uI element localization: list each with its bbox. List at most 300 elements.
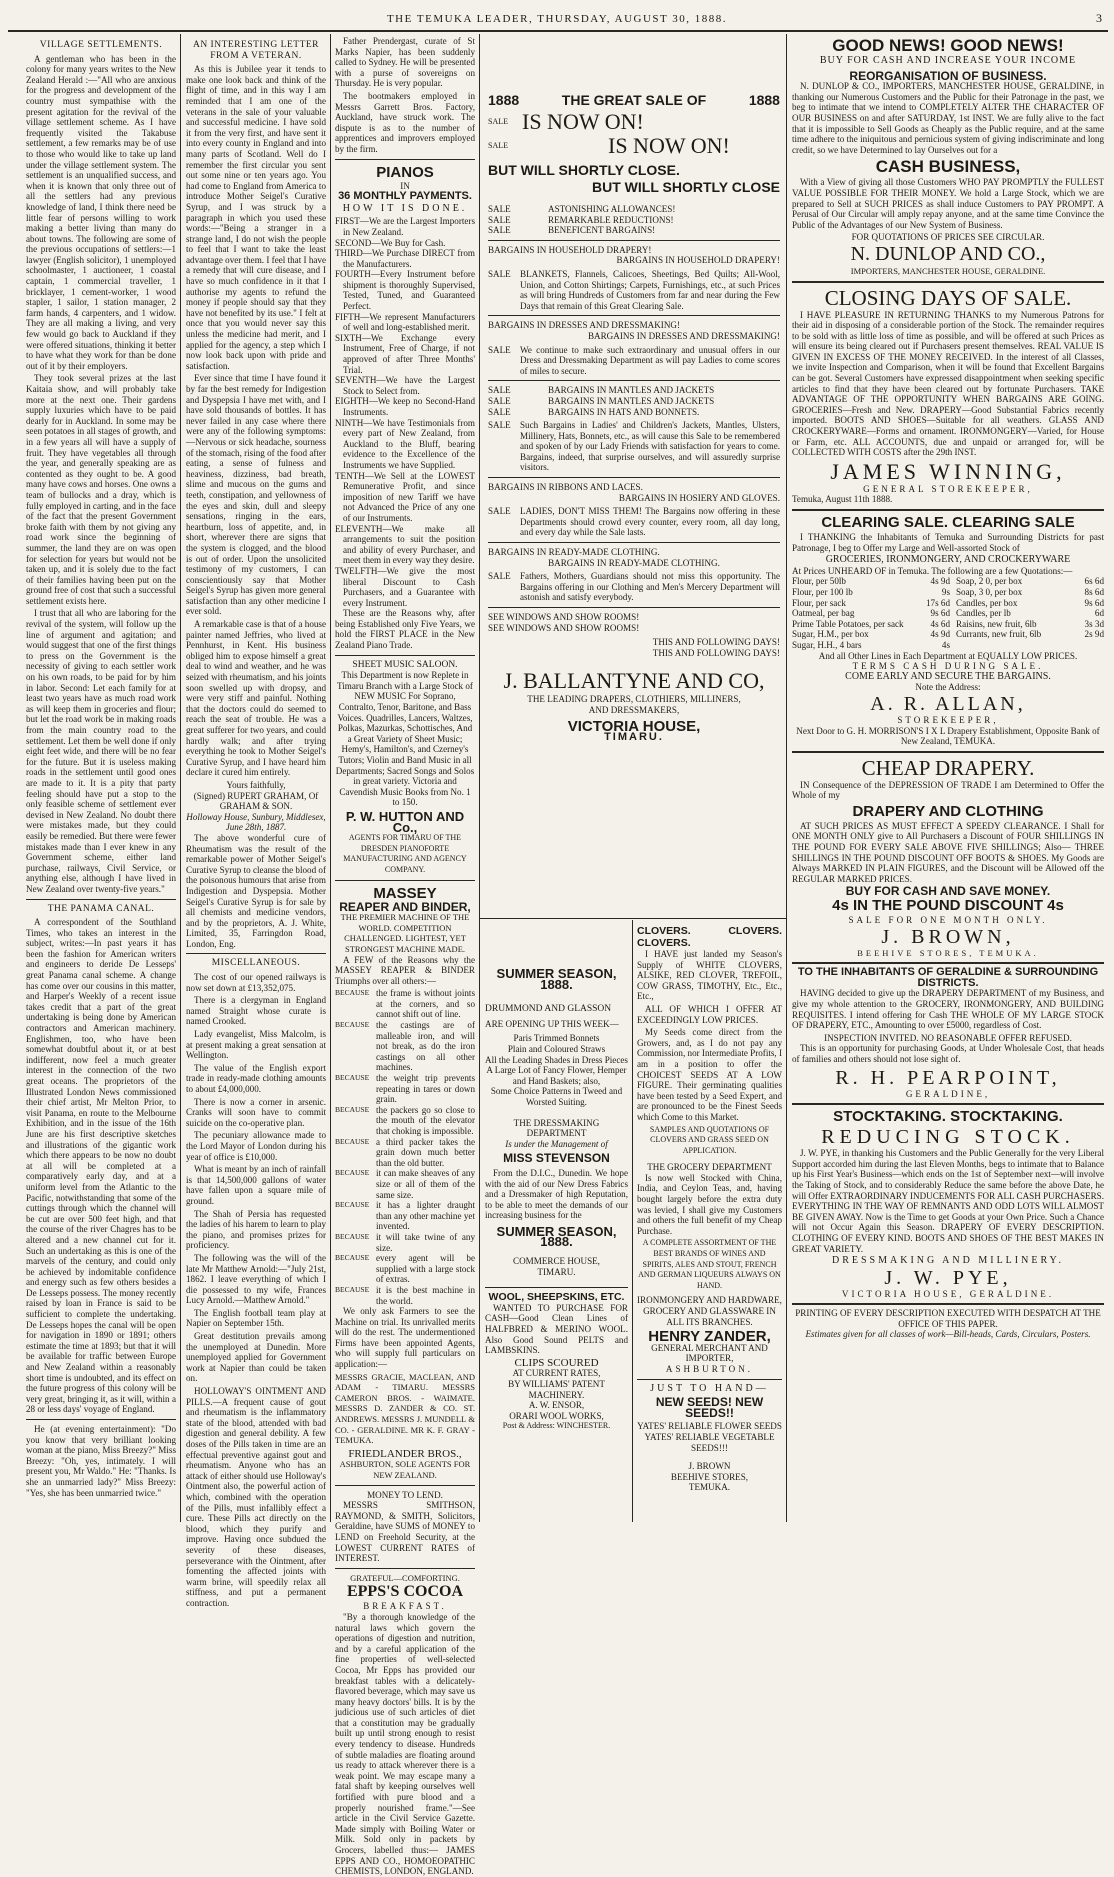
- signature: (Signed) RUPERT GRAHAM, Of GRAHAM & SON.: [193, 790, 319, 812]
- sale-label: SALE: [488, 420, 511, 431]
- now-on-row: [488, 134, 780, 158]
- clips-scoured: CLIPS SCOURED: [514, 1356, 599, 1369]
- pianos-subheading: 36 MONTHLY PAYMENTS.: [338, 190, 472, 203]
- because-text: a third packer takes the grain down much better than the old butter.: [376, 1136, 475, 1168]
- good-news-heading: GOOD NEWS! GOOD NEWS!: [832, 36, 1064, 55]
- pianos-reason: TWELFTH—We give the most liberal Discount to Cash Purchasers, and a Guarantee with every Instrument.: [335, 565, 475, 608]
- buy-for-cash-line: BUY FOR CASH AND INCREASE YOUR INCOME: [819, 55, 1077, 66]
- because-label: BECAUSE: [335, 1231, 370, 1241]
- massey-heading: MASSEY: [373, 884, 437, 902]
- mantle-heading: BARGAINS IN MANTLES AND JACKETS: [548, 395, 715, 406]
- because-label: BECAUSE: [335, 1136, 370, 1146]
- because-label: BECAUSE: [335, 1253, 370, 1263]
- divider: [186, 953, 326, 954]
- close-heading: BUT WILL SHORTLY CLOSE: [592, 179, 780, 195]
- friedlander-name: FRIEDLANDER BROS.,: [348, 1447, 462, 1460]
- column-rule: [632, 920, 633, 1522]
- drummond-name: DRUMMOND AND GLASSON: [485, 1004, 612, 1015]
- mantles-headings: [488, 385, 780, 417]
- price-item: Flour, per 100 lb: [792, 586, 853, 597]
- drummond-item: All the Leading Shades in Dress Pieces: [485, 1054, 628, 1065]
- summer-season: SUMMER SEASON, 1888.: [496, 1223, 617, 1250]
- article-paragraph: As this is Jubilee year it tends to make one look back and think of the flight of time, and in this way I am reminded that I am one of the veterans in the sale of your valuable and successful medicine. I have sold it from the very first, and have sent it into every county in England and into many parts of Scotland. Well do I remember the first circular you sent out some nine or ten years ago. You had come to England from America to introduce Mother Seigel's Curative Syrup, and I was struck by a paragraph in which you used these words:—"Being a stranger in a strange land, I do not wish the people to feel that I want to take the least advantage over them. I feel that I have a remedy that will cure disease, and I have so much confidence in it that I authorise my agents to refund the money if people should say that they have not benefited by its use." I felt at once that you would never say this unless the medicine had merit, and I applied for the agency, a step which I now look back upon with pride and satisfaction.: [186, 64, 326, 371]
- price-value: 6d: [1094, 608, 1104, 619]
- pianos-reason: FIRST—We are the Largest Importers in New Zealand.: [335, 216, 475, 237]
- price-value: 3s 3d: [1084, 618, 1104, 629]
- price-value: 4s 6d: [930, 618, 950, 629]
- winning-name: JAMES WINNING,: [830, 458, 1066, 484]
- ribbons-block: [488, 506, 780, 538]
- because-label: BECAUSE: [335, 1104, 370, 1114]
- price-item: Sugar, H.M., per box: [792, 629, 869, 640]
- divider: [488, 380, 780, 381]
- buy-cash-line: BUY FOR CASH AND SAVE MONEY.: [845, 884, 1051, 899]
- dresses-heading: BARGAINS IN DRESSES AND DRESSMAKING!: [488, 320, 681, 331]
- article-paragraph: A remarkable case is that of a house painter named Jeffries, who lived at Pennhurst, in Kent. His business obliged him to expose himself a great deal to wind and weather, and he was seized with rheumatism, and his joints soon swelled up with dropsy, and were very stiff and painful. Nothing that the doctors could do seemed to reach the seat of trouble. He was a great sufferer for two years, and could hardly walk; and after trying everything he took to Mother Seigel's Curative Syrup, and I have heard him declare it cured him entirely.: [186, 619, 326, 778]
- zander-name: HENRY ZANDER,: [648, 1328, 771, 1346]
- mantle-line: [488, 407, 780, 418]
- because-text: it can make sheaves of any size or all of them of the same size.: [376, 1168, 475, 1200]
- ready-made-block: [488, 571, 780, 603]
- column-6: [792, 36, 1104, 1522]
- brown-town: TEMUKA.: [688, 1482, 731, 1493]
- page-number: 3: [1096, 11, 1102, 25]
- month-line: SALE FOR ONE MONTH ONLY.: [848, 915, 1048, 926]
- printing-line: PRINTING OF EVERY DESCRIPTION EXECUTED WITH DESPATCH AT THE OFFICE OF THIS PAPER.: [792, 1303, 1104, 1329]
- because-row: [335, 1200, 475, 1232]
- heading-panama-canal: THE PANAMA CANAL.: [47, 903, 155, 914]
- hutton-name: P. W. HUTTON AND Co.,: [345, 808, 465, 835]
- ready-made-heading: BARGAINS IN READY-MADE CLOTHING.: [548, 557, 720, 568]
- price-value: 4s 9d: [930, 629, 950, 640]
- divider: [335, 880, 475, 881]
- because-row: [335, 1020, 475, 1073]
- pianos-reason: FOURTH—Every Instrument before shipment is thoroughly Supervised, Tested, Tuned, and Guaranteed Perfect.: [335, 269, 475, 312]
- astonish-list: [488, 204, 780, 236]
- closing-days-heading: CLOSING DAYS OF SALE.: [792, 281, 1104, 310]
- money-text: MESSRS SMITHSON, RAYMOND, & SMITH, Solicitors, Geraldine, have SUMS of MONEY to LEND on Freehold Security, at the LOWEST CURRENT RATES of INTEREST.: [335, 1500, 475, 1564]
- price-item: Raisins, new fruit, 6lb: [956, 618, 1037, 629]
- price-value: 9s 6d: [1084, 597, 1104, 608]
- news-item: The bootmakers employed in Messrs Garrett Bros. Factory, Auckland, have struck work. The dispute is as to the number of apprentices and improvers employed by the firm.: [335, 90, 475, 154]
- clovers-advert: [637, 925, 782, 1522]
- because-row: [335, 1105, 475, 1137]
- ribbons-text: LADIES, DON'T MISS THEM! The Bargains now offering in these Departments should crowd every counter, every room, all day long, and every day while the Sale lasts.: [520, 506, 780, 538]
- grocery-heading: THE GROCERY DEPARTMENT: [647, 1162, 772, 1173]
- brown-name: J. BROWN: [688, 1461, 731, 1472]
- column-3: [335, 36, 475, 1877]
- column-rule: [330, 34, 331, 1522]
- pianos-reason: THIRD—We Purchase DIRECT from the Manufacturers.: [335, 248, 475, 269]
- grocery-text: Is now well Stocked with China, India, and Ceylon Teas, and, having bought largely before the extra duty was levied, I shall give my Customers and others the full benefit of my Cheap Purchase.: [637, 1172, 782, 1236]
- because-text: it has a lighter draught than any other machine yet invented.: [376, 1200, 475, 1232]
- sale-line: [488, 225, 780, 236]
- sheet-music-text: This Department is now Replete in Timaru Branch with a Large Stock of NEW MUSIC For Soprano, Contralto, Tenor, Baritone, and Bass Voices. Quadrilles, Lancers, Waltzes, Polkas, Mazurkas, Schottisches, And a Great Variety of Sheet Music; Hemy's, Hamilton's, and Czerney's Tutors; Violin and Band Music in all Departments; Sacred Songs and Solos in great variety. Victoria and Cavendish Music Books from No. 1 to 150.: [335, 670, 475, 808]
- price-item: Prime Table Potatoes, per sack: [792, 618, 904, 629]
- price-item: Soap, 3 0, per box: [956, 586, 1023, 597]
- massey-sub: THE PREMIER MACHINE OF THE WORLD. COMPETITION CHALLENGED. LIGHTEST, YET STRONGEST MACHINE MADE.: [340, 912, 470, 954]
- news-item: The following was the will of the late Mr Matthew Arnold:—"July 21st, 1862. I leave everything of which I die possessed to my wife, Frances Lucy Arnold.—Matthew Arnold.": [186, 1252, 326, 1306]
- mantle-heading: BARGAINS IN HATS AND BONNETS.: [548, 406, 700, 417]
- reaper-binder-heading: REAPER AND BINDER,: [339, 899, 471, 914]
- news-item: The value of the English export trade in ready-made clothing amounts to about £4,000,000.: [186, 1062, 326, 1094]
- price-value: [1074, 640, 1104, 651]
- drummond-glasson-advert: [485, 925, 628, 1522]
- mantle-line: [488, 385, 780, 396]
- clovers-text: ALL OF WHICH I OFFER AT EXCEEDINGLY LOW PRICES.: [637, 1003, 782, 1025]
- dunlop-text: N. DUNLOP & CO., IMPORTERS, MANCHESTER HOUSE, GERALDINE, in thanking our Numerous Customers and the Public for their Patronage in the past, we beg to intimate that we intend to COMPLETELY ALTER THE CHARACTER OF OUR BUSINESS on and after SATURDAY, 1st INST. We are fully alive to the fact that it is impossible to Sell Goods as Cheaply as the Public require, and at the same time adhere to the iniquitous and pernicious system of giving indiscriminate and long credit, so we have Determined to lay Ourselves out for a: [792, 81, 1104, 155]
- pianos-reason: NINTH—We have Testimonials from every part of New Zealand, from Auckland to the Bluff, bearing evidence to the Excellence of the Instruments we have Supplied.: [335, 417, 475, 470]
- massey-agents: MESSRS GRACIE, MACLEAN, AND ADAM - TIMARU. MESSRS CAMERON BROS. - WAIMATE. MESSRS D. ZANDER & CO. ST. ANDREWS. MESSRS J. MUNDELL & CO. - GERALDINE. MR K. F. GRAY - TEMUKA.: [335, 1371, 475, 1446]
- news-item: The Shah of Persia has requested the ladies of his harem to learn to play the piano, and promises prizes for proficiency.: [186, 1208, 326, 1251]
- winning-date: Temuka, August 11th 1888.: [792, 494, 893, 505]
- miss-stevenson: MISS STEVENSON: [503, 1151, 610, 1166]
- under-management: Is under the Management of: [505, 1138, 608, 1149]
- winning-sub: GENERAL STOREKEEPER,: [863, 483, 1033, 494]
- price-table: [792, 576, 1104, 650]
- allan-address: Next Door to G. H. MORRISON'S I X L Drapery Establishment, Opposite Bank of New Zealand, TEMUKA.: [796, 725, 1100, 747]
- terms-line: TERMS CASH DURING SALE.: [852, 661, 1044, 672]
- divider: [335, 1568, 475, 1569]
- drummond-item: Plain and Coloured Straws: [507, 1043, 606, 1054]
- top-rule: [8, 30, 1108, 32]
- divider: [26, 1419, 176, 1420]
- ribbons-heading: BARGAINS IN RIBBONS AND LACES.: [488, 482, 643, 493]
- drapery-clothing-heading: DRAPERY AND CLOTHING: [852, 802, 1044, 820]
- reorganisation-heading: REORGANISATION OF BUSINESS.: [849, 68, 1047, 83]
- victoria-house: VICTORIA HOUSE,: [567, 717, 701, 735]
- divider: [488, 542, 780, 543]
- because-label: BECAUSE: [335, 988, 370, 998]
- article-paragraph: I trust that all who are laboring for the revival of the system, will follow up the line of argument and agitation; and would suggest that one of the first things to press on the Government is the necessity of giving to each settler work on his own roads, to be paid for by him in labor. Second: Let each family for at least two years have as much road work as will keep them in groceries and flour; but let the road work be in making roads from the main country road to the settlement. Let them be well done if only eight feet wide, and there will be no fear for the future. But it is useless making roads in the settlement until good ones are made to it. It is a pity that party feeling should have put a stop to the only feasible scheme of settlement ever devised in New Zealand. No doubt there were mistakes made, but they could easily be remedied. But there were fewer mistakes made than I ever knew in any Government scheme, either land purchase, railways, Civil Service, or anything else, although I have lived in New Zealand over twenty-five years.": [26, 608, 176, 894]
- ready-made-text: Fathers, Mothers, Guardians should not miss this opportunity. The Bargains offering in our Clothing and Men's Mercery Department will astonish and satisfy everybody.: [520, 571, 780, 603]
- price-value: 4s: [941, 639, 950, 650]
- pianos-in: IN: [400, 180, 410, 191]
- because-text: it will take twine of any size.: [376, 1231, 475, 1253]
- price-item: Flour, per sack: [792, 597, 846, 608]
- cash-text: With a View of giving all those Customers WHO PAY PROMPTLY the FULLEST VALUE POSSIBLE FOR THEIR MONEY. We hold a Large Stock, which we are prepared to Sell at SUCH PRICES as shall induce Customers to PAY PROMPT. A Perusal of Our Circular will amply repay anyone, and at the same time Convince the Public of the Advantages of our New System of Business.: [792, 177, 1104, 230]
- great-sale-banner: [488, 92, 780, 108]
- sale-label: SALE: [488, 506, 511, 517]
- hosiery-heading: BARGAINS IN HOSIERY AND GLOVES.: [618, 492, 780, 503]
- price-item: [956, 640, 1068, 651]
- epps-heading: EPPS'S COCOA: [346, 1583, 463, 1601]
- because-row: [335, 988, 475, 1020]
- clearing-text: I THANKING the Inhabitants of Temuka and Surrounding Districts for past Patronage, I beg to Offer my Large and Well-assorted Stock of: [792, 532, 1104, 553]
- sale-line: [488, 204, 780, 215]
- article-paragraph: Ever since that time I have found it by far the best remedy for Indigestion and Dyspepsia I have met with, and I have sold thousands of bottles. It has never failed in any case where there were any of the following symptoms:—Nervous or sick headache, sourness of the stomach, rising of the food after eating, a sense of fulness and heaviness, dizziness, bad breath, slime and mucous on the gums and teeth, constipation, and yellowness of the eyes and skin, dull and sleepy sensations, ringing in the ears, heartburn, loss of appetite, and, in short, wherever there are signs that the system is clogged, and the blood is out of order. Upon the unsolicited testimony of my customers, I can conscientiously say that Mother Seigel's Syrup has given more general satisfaction than any other medicine I ever sold.: [186, 373, 326, 617]
- news-item: There is now a corner in arsenic. Cranks will soon have to commit suicide on the co-operative plan.: [186, 1096, 326, 1128]
- year-right: 1888: [748, 92, 780, 108]
- how-it-is-done: HOW IT IS DONE.: [342, 202, 468, 214]
- estimates-line: Estimates given for all classes of work—Bill-heads, Cards, Circulars, Posters.: [805, 1329, 1091, 1340]
- clips-rates: AT CURRENT RATES,: [512, 1368, 601, 1379]
- pianos-tail: These are the Reasons why, after being Established only Five Years, we hold the FIRST PLACE in the New Zealand Piano Trade.: [335, 608, 475, 651]
- heading-miscellaneous: MISCELLANEOUS.: [211, 958, 301, 969]
- brown-store: BEEHIVE STORES,: [670, 1471, 749, 1482]
- sale-label: SALE: [488, 344, 511, 355]
- pianos-reason: TENTH—We Sell at the LOWEST Remunerative Profit, and since imposition of new Tariff we have not Advanced the Price of any one of our Instruments.: [335, 470, 475, 523]
- sale-label: SALE: [488, 571, 511, 582]
- divider: [485, 1287, 628, 1288]
- pye-name: J. W. PYE,: [884, 1266, 1012, 1289]
- signature-address: Holloway House, Sunbury, Middlesex, June 28th, 1887.: [186, 811, 326, 833]
- ensor-address: Post & Address: WINCHESTER.: [502, 1421, 611, 1431]
- windows-line: SEE WINDOWS AND SHOW ROOMS!: [488, 612, 640, 622]
- ballantyne-sub: AND DRESSMAKERS,: [588, 704, 680, 715]
- news-item: Lady evangelist, Miss Malcolm, is at present making a great sensation at Wellington.: [186, 1029, 326, 1061]
- sale-label: SALE: [488, 204, 511, 214]
- because-label: BECAUSE: [335, 1200, 370, 1210]
- article-paragraph: They took several prizes at the last Kaitaia show, and will probably take more at the next one. Their gardens supply luxuries which have to be paid dearly for in Auckland. In some may be seen potatoes in all stages of growth, and in a few years all will have a supply of fruit. They have vegetables all through the year, and generally speaking are as contented as they ought to be. A good many have cows and horses. One owns a team of bullocks and a dray, which is fully employed in carting, and in the face of the fact that the present Government broke faith with them by not giving any road work since the beginning of summer, the land they are on was open for selection for years but would not be taken up, and it is solely due to the fact of their families having been put on the ground free of cost that such a successful settlement exists here.: [26, 373, 176, 606]
- sale-label: SALE: [488, 385, 511, 396]
- divider: [335, 655, 475, 656]
- massey-lead: A FEW of the Reasons why the MASSEY REAPER & BINDER Triumphs over all others:—: [335, 954, 475, 986]
- sale-line-text: REMARKABLE REDUCTIONS!: [548, 214, 674, 225]
- mantle-heading: BARGAINS IN MANTLES AND JACKETS: [548, 385, 715, 396]
- days-line: THIS AND FOLLOWING DAYS!: [652, 647, 780, 658]
- summer-season: SUMMER SEASON, 1888.: [496, 966, 617, 992]
- article-paragraph: A correspondent of the Southland Times, who takes an interest in the subject, writes:—In past years it has been the fashion for American writers and engineers to deride De Lesseps' great Panama canal scheme. A change has come over our cousins in this matter, and Harper's Weekly of a recent issue takes credit that a part of the great undertaking is being done by American contractors and American machinery. Englishmen, too, who have been somewhat doubtful about it, or at best indifferent, now feel a much greater interest in the connection of the two great oceans. The proprietors of the Illustrated London News commissioned their chief artist, Mr Melton Prior, to visit Panama, en route to the Melbourne Exhibition, and in the issue of the 16th June are his first descriptive sketches and illustrations of the gigantic work which there appears to be now no doubt at all will be completed at a comparatively early day, and at a uniform level from the Atlantic to the Pacific, notwithstanding that some of the cuttings through which the channel will be cut are over 500 feet high, and that the course of the river Chagres has to be altered and a new channel cut for it. Such an undertaking as this is one of the marvels of the century, and could only be achieved by indomitable confidence and energy such as few others besides a De Lesseps possess. The money recently raised by loan in France is said to be sufficient to complete the undertaking. De Lesseps hopes the canal will be open for navigation in 1890 or 1891; others estimate the time at 1893; but that it will be available for traffic between Europe and New Zealand within a reasonably short time is undoubted, and its effect on the future progress of this colony will be very great, bringing it, as it will, within a 28 or less days' voyage of England.: [26, 917, 176, 1415]
- epps-tagline: GRATEFUL—COMFORTING.: [350, 1572, 460, 1583]
- household-block: [488, 269, 780, 311]
- because-text: the frame is without joints at the corners, and so cannot shift out of line.: [376, 988, 475, 1020]
- cheap-drapery-heading: CHEAP DRAPERY.: [792, 751, 1104, 780]
- epps-breakfast: BREAKFAST.: [363, 1601, 447, 1612]
- timaru-label: TIMARU.: [604, 731, 664, 744]
- news-item: Father Prendergast, curate of St Marks Napier, has been suddenly called to Sydney. He will be presented with a purse of sovereigns on Thursday. He is very popular.: [335, 36, 475, 89]
- zander-town: ASHBURTON.: [665, 1363, 754, 1374]
- n-dunlop-sub: IMPORTERS, MANCHESTER HOUSE, GERALDINE.: [850, 265, 1046, 276]
- clovers-heading: CLOVERS. CLOVERS. CLOVERS.: [637, 925, 782, 949]
- divider: [488, 240, 780, 241]
- quotations-line: FOR QUOTATIONS OF PRICES SEE CIRCULAR.: [851, 232, 1045, 243]
- column-rule: [786, 34, 787, 1522]
- closing-text: I HAVE PLEASURE IN RETURNING THANKS to my Numerous Patrons for their aid in disposing of a considerable portion of the Stock. The remainder requires to be sold with as little loss of time as possible, and will be offered at such Prices as will ensure its being cleared out if Purchasers present themselves. REAL VALUE IS GIVEN IN EXCESS OF THE MONEY RECEIVED. In the interest of all Classes, we invite Inspection and Comparison, when it will be found that Excellent Bargains can be got. Several Customers have expressed disappointment when seeking specific articles to find that they have been cleared out by fortunate Purchasers. TAKE ADVANTAGE OF THE OPPORTUNITY WHEN BARGAINS ARE GOING. GROCERIES—Fresh and New. DRAPERY—Good Substantial Fabrics recently imported. BOOTS AND SHOES—Suitable for all weathers. GLASS AND CROCKERYWARE—Forms and ornament. IRONMONGERY—Varied, for House or Farm, etc. ALL ACCOUNTS, due and unpaid or arranged for, will be COLLECTED WITH COSTS after the 29th INST.: [792, 309, 1104, 458]
- zander-sub: GENERAL MERCHANT AND IMPORTER,: [651, 1342, 768, 1364]
- now-on-heading: IS NOW ON!: [608, 133, 730, 158]
- ballantyne-advert: [488, 36, 780, 916]
- new-seeds: NEW SEEDS! NEW SEEDS!!: [655, 1395, 764, 1420]
- come-early-line: COME EARLY AND SECURE THE BARGAINS.: [845, 670, 1051, 682]
- dresses-text: We continue to make such extraordinary and unusual offers in our Dress and Dressmaking Department as will pay Ladies to come scores of miles to secure.: [520, 344, 780, 376]
- column-1: [26, 36, 176, 1522]
- price-value: 9s 6d: [930, 608, 950, 619]
- signature: Yours faithfully,: [226, 779, 286, 790]
- clearing-sale-heading: CLEARING SALE. CLEARING SALE: [792, 509, 1104, 532]
- opportunity-text: This is an opportunity for purchasing Goods, at Under Wholesale Cost, that heads of families and others should not lose sight of.: [792, 1043, 1104, 1064]
- sale-label: SALE: [488, 395, 511, 406]
- divider: [637, 1379, 782, 1380]
- pianos-reason: ELEVENTH—We make all arrangements to suit the position and ability of every Purchaser, and meet them in every way they desire.: [335, 523, 475, 566]
- price-value: 6s 6d: [1084, 576, 1104, 587]
- because-text: it is the best machine in the world.: [376, 1284, 475, 1306]
- massey-tail: We only ask Farmers to see the Machine on trial. Its unrivalled merits will do the rest. The undermentioned Firms have been appointed Agents, who will supply full particulars on application:—: [335, 1306, 475, 1370]
- cash-business-heading: CASH BUSINESS,: [875, 157, 1021, 177]
- sale-label: SALE: [488, 268, 511, 279]
- sale-label: SALE: [488, 140, 508, 150]
- inhabitants-heading: TO THE INHABITANTS OF GERALDINE & SURROUNDING DISTRICTS.: [792, 962, 1104, 988]
- drummond-item: Some Choice Patterns in Tweed and Worsted Suiting.: [490, 1086, 623, 1107]
- pearpoint-sub: GERALDINE,: [905, 1088, 991, 1099]
- allan-name: A. R. ALLAN,: [870, 692, 1026, 715]
- price-value: 17s 6d: [926, 597, 950, 608]
- price-value: 4s 9d: [930, 576, 950, 587]
- dresses-heading: BARGAINS IN DRESSES AND DRESSMAKING!: [587, 330, 780, 341]
- dressmaking-millinery: DRESSMAKING AND MILLINERY.: [832, 1255, 1064, 1267]
- wool-heading: WOOL, SHEEPSKINS, ETC.: [488, 1291, 625, 1304]
- hutton-sub: AGENTS FOR TIMARU OF THE DRESDEN PIANOFORTE MANUFACTURING AND AGENCY COMPANY.: [343, 833, 467, 874]
- epps-text: "By a thorough knowledge of the natural laws which govern the operations of digestion and nutrition, and by a careful application of the fine properties of well-selected Cocoa, Mr Epps has provided our breakfast tables with a delicately-flavored beverage, which may save us many heavy doctors' bills. It is by the judicious use of such articles of diet that a constitution may be gradually built up until strong enough to resist every tendency to disease. Hundreds of subtle maladies are floating around us ready to attack wherever there is a weak point. We may escape many a fatal shaft by keeping ourselves well fortified with pure blood and a properly nourished frame."—See article in the Civil Service Gazette. Made simply with Boiling Water or Milk. Sold only in packets by Grocers, labelled thus:— JAMES EPPS AND CO., HOMOEOPATHIC CHEMISTS, LONDON, ENGLAND.: [335, 1611, 475, 1877]
- stocktaking-heading: STOCKTAKING. STOCKTAKING.: [792, 1103, 1104, 1126]
- drummond-item: A Large Lot of Fancy Flower, Hemper and Hand Baskets; also,: [486, 1065, 627, 1086]
- dresses-block: [488, 345, 780, 377]
- because-text: every agent will be supplied with a large stock of extras.: [376, 1253, 475, 1285]
- opening-line: ARE OPENING UP THIS WEEK—: [485, 1018, 619, 1029]
- because-label: BECAUSE: [335, 1284, 370, 1294]
- because-label: BECAUSE: [335, 1020, 370, 1030]
- price-value: 2s 9d: [1084, 629, 1104, 640]
- allan-sub: STOREKEEPER,: [897, 714, 999, 725]
- column-rule: [180, 34, 181, 1522]
- drummond-items: [485, 1033, 628, 1107]
- pianos-reason: SECOND—We Buy for Cash.: [335, 237, 446, 248]
- price-value: 9s: [941, 586, 950, 597]
- sale-label: SALE: [488, 214, 511, 225]
- clips-machinery: BY WILLIAMS' PATENT MACHINERY.: [508, 1379, 605, 1400]
- because-row: [335, 1285, 475, 1306]
- ballantyne-sub: THE LEADING DRAPERS, CLOTHIERS, MILLINERS,: [527, 694, 741, 705]
- because-label: BECAUSE: [335, 1168, 370, 1178]
- now-on-heading: IS NOW ON!: [522, 109, 644, 134]
- mantles-block: [488, 420, 780, 473]
- note-address: Note the Address:: [915, 682, 981, 693]
- year-left: 1888: [488, 92, 520, 108]
- because-text: the weight trip prevents repeating in tares or down grain.: [376, 1073, 475, 1105]
- household-heading: BARGAINS IN HOUSEHOLD DRAPERY!: [488, 244, 652, 255]
- unheard-line: At Prices UNHEARD OF in Temuka. The following are a few Quotations:—: [792, 565, 1073, 576]
- j-brown-name: J. BROWN,: [881, 925, 1015, 948]
- ballantyne-name: J. BALLANTYNE AND CO,: [503, 668, 765, 694]
- just-to-hand: JUST TO HAND—: [650, 1382, 769, 1394]
- section-rule: [480, 918, 786, 919]
- now-on-row: [488, 110, 780, 134]
- column-2: [186, 36, 326, 1608]
- news-item: What is meant by an inch of rainfall is that 14,500,000 gallons of water have fallen upon a square mile of ground.: [186, 1164, 326, 1206]
- masthead-title: THE TEMUKA LEADER, THURSDAY, AUGUST 30, 1888.: [386, 13, 728, 25]
- days-line: THIS AND FOLLOWING DAYS!: [652, 637, 780, 648]
- great-sale-heading: THE GREAT SALE OF: [561, 92, 707, 108]
- sale-label: SALE: [488, 225, 511, 236]
- price-item: Sugar, H.H., 4 bars: [792, 639, 862, 650]
- household-text: BLANKETS, Flannels, Calicoes, Sheetings, Bed Quilts; All-Wool, Union, and Cotton Shirtings; Carpets, Furnishings, etc., at such Prices as will bring Hundreds of Customers from far and near during the Few Days that remain of this Great Clearing Sale.: [520, 268, 780, 311]
- clovers-text: My Seeds come direct from the Growers, and, as I do not pay any Commission, nor Intermediate Profits, I am in a position to offer the CHOICEST SEEDS AT A LOW FIGURE. Their germinating qualities have been tested by a Seed Expert, and are pronounced to be the Finest Seeds which Come to this Market.: [637, 1027, 782, 1122]
- divider: [488, 477, 780, 478]
- friedlander-sub: ASHBURTON, SOLE AGENTS FOR NEW ZEALAND.: [339, 1459, 471, 1480]
- article-paragraph: The above wonderful cure of Rheumatism was the result of the remarkable power of Mother Seigel's Curative Syrup to cleanse the blood of the poisonous humours that arise from Indigestion and Dyspepsia. Mother Seigel's Curative Syrup is for sale by all chemists and medicine vendors, and by the proprietors, A. J. White, Limited, 35, Farringdon Road, London, Eng.: [186, 832, 326, 949]
- sale-label: SALE: [488, 406, 511, 417]
- yates-vegetable: YATES' RELIABLE VEGETABLE SEEDS!!!: [644, 1431, 775, 1453]
- pianos-reason: EIGHTH—We keep no Second-Hand Instruments.: [335, 396, 475, 417]
- pianos-reason: SEVENTH—We have the Largest Stock to Select from.: [335, 375, 475, 396]
- price-item: Candles, per box: [956, 597, 1018, 608]
- article-paragraph: He (at evening entertainment): "Do you know that very brilliant looking woman at the piano, Miss Breezy?" Miss Breezy: "Oh, yes, intimately. I will present you, Mr Waldo." He: "Thanks. Is she an unmarried lady?" Miss Breezy: "Yes, she has been unmarried twice.": [26, 1424, 176, 1498]
- sheet-music-heading: SHEET MUSIC SALOON.: [352, 659, 458, 670]
- heading-village-settlements: VILLAGE SETTLEMENTS.: [39, 40, 163, 50]
- news-item: The cost of our opened railways is now set down at £13,352,075.: [186, 972, 326, 993]
- sale-label: SALE: [488, 116, 508, 126]
- news-item: HOLLOWAY'S OINTMENT AND PILLS.—A frequent cause of gout and rheumatism is the inflammatory state of the blood, attended with bad digestion and general debility. A few doses of the Pills taken in time are an effectual preventive against gout and rheumatism. Anyone who has an attack of either should use Holloway's Ointment also, the powerful action of which, combined with the operation of the Pills, must infallibly effect a cure. These Pills act directly on the blood, which they purify and improve. Having once subdued the severity of these diseases, perseverance with the Ointment, after fomenting the affected joints with warm brine, will speedily relax all stiffness, and put a permanent contraction.: [186, 1386, 326, 1608]
- pianos-heading: PIANOS: [376, 163, 434, 181]
- wines-line: A COMPLETE ASSORTMENT OF THE BEST BRANDS OF WINES AND SPIRITS, ALES AND STOUT, FRENCH AND GERMAN LIQUEURS ALWAYS ON HAND.: [638, 1238, 781, 1290]
- equal-line: And all Other Lines in Each Department at EQUALLY LOW PRICES.: [818, 650, 1078, 661]
- divider: [488, 315, 780, 316]
- n-dunlop-name: N. DUNLOP AND CO.,: [850, 242, 1046, 265]
- commerce-town: TIMARU.: [537, 1266, 576, 1277]
- column-rule: [479, 34, 480, 1522]
- article-paragraph: A gentleman who has been in the colony for many years writes to the New Zealand Herald :—"All who are anxious for the progress and development of the country must sympathise with the present agitation for the revival of the village settlement scheme. As I have frequently visited the Takabuse settlement, a few remarks may be of use to those who would like to take up land under the village settlement system. The settlement is an unqualified success, and when it is known that only three out of all the settlers had any previous knowledge of land, I think there need be little fear of persons willing to work making a better living than many do about towns. The following are some of the previous occupations of settlers:—1 lawyer (English solicitor), 1 unemployed schoolmaster, 1 auctioneer, 1 coastal captain, 1 commercial traveller, 1 bricklayer, 1 cement-worker, 1 wood stapler, 1 sailor, 1 station manager, 2 farm hands, 4 carpenters, and 1 widow. They are all making a living, and very few would go back to Auckland if they were offered situations, thinking it better to have what they work for than be done out of it by their employers.: [26, 53, 176, 371]
- inhabitants-text: HAVING decided to give up the DRAPERY DEPARTMENT of my Business, and give my whole attention to the GROCERY, IRONMONGERY, AND BUILDING REQUISITES. I intend offering for Cash THE WHOLE OF MY LARGE STOCK OF DRAPERY, ETC., Amounting to over £5000, regardless of Cost.: [792, 988, 1104, 1031]
- because-row: [335, 1073, 475, 1105]
- groceries-line: GROCERIES, IRONMONGERY, AND CROCKERYWARE: [825, 554, 1071, 566]
- samples-line: SAMPLES AND QUOTATIONS OF CLOVERS AND GRASS SEED ON APPLICATION.: [649, 1124, 770, 1155]
- news-item: The pecuniary allowance made to the Lord Mayor of London during his year of office is £10,000.: [186, 1130, 326, 1162]
- because-list: [335, 988, 475, 1306]
- price-item: Soap, 2 0, per box: [956, 576, 1023, 587]
- mantles-text: Such Bargains in Ladies' and Children's Jackets, Mantles, Ulsters, Millinery, Hats, Bonnets, etc., as will cause this Sale to be remembered and spoken of by our Lady Friends with satisfaction for years to come. Bargains, indeed, that surprise ourselves, and will assuredly surprise visitors.: [520, 420, 780, 473]
- because-text: the packers go so close to the mouth of the elevator that choking is impossible.: [376, 1104, 475, 1136]
- divider: [26, 899, 176, 900]
- pye-sub: VICTORIA HOUSE, GERALDINE.: [841, 1288, 1055, 1299]
- because-row: [335, 1137, 475, 1169]
- pearpoint-name: R. H. PEARPOINT,: [835, 1066, 1061, 1089]
- sale-line-text: BENEFICENT BARGAINS!: [548, 225, 656, 236]
- because-text: the castings are of malleable iron, and will not break, as do the iron castings on all other machines.: [376, 1020, 475, 1073]
- because-row: [335, 1168, 475, 1200]
- pye-text: J. W. PYE, in thanking his Customers and the Public Generally for the very Liberal Support accorded him during the last Eleven Months, begs to intimate that to Balance up his First Year's Business—which ends on the 1st of September next—will involve the Taking of Stock, and to considerably Reduce the same before the above Date, he will Offer EXTRAORDINARY INDUCEMENTS FOR ALL CASH PURCHASERS. EVERYTHING IN THE WAY OF REMNANTS AND ODD LOTS WILL ALMOST BE GIVEN AWAY. Now is the Time to get Goods at your Own Price. Such a Chance will not Occur Again this Season. DRAPERY OF EVERY DESCRIPTION. CLOTHING OF EVERY KIND. BOOTS AND SHOES OF THE BEST MAKES IN GREAT VARIETY.: [792, 1148, 1104, 1254]
- yates-flower: YATES' RELIABLE FLOWER SEEDS: [637, 1421, 782, 1432]
- drapery-text: AT SUCH PRICES AS MUST EFFECT A SPEEDY CLEARANCE. I Shall for ONE MONTH ONLY give to All Purchasers a Discount of FOUR SHILLINGS IN THE POUND FOR EVERY SALE ABOVE FIVE SHILLINGS; Also— THREE SHILLINGS IN THE POUND DISCOUNT OFF BOOTS & SHOES. My Goods are Always MARKED IN PLAIN FIGURES, and the Discount will be Allowed off the REGULAR MARKED PRICES.: [792, 820, 1104, 884]
- household-heading: BARGAINS IN HOUSEHOLD DRAPERY!: [616, 255, 780, 266]
- inspection-line: INSPECTION INVITED. NO REASONABLE OFFER REFUSED.: [824, 1032, 1072, 1043]
- price-item: Currants, new fruit, 6lb: [956, 629, 1042, 640]
- ready-made-heading: BARGAINS IN READY-MADE CLOTHING.: [488, 547, 660, 558]
- stevenson-text: From the D.I.C., Dunedin. We hope with the aid of our New Dress Fabrics and a Dressmaker of high Reputation, to be able to meet the demands of our increasing business for the: [485, 1167, 628, 1221]
- news-item: The English football team play at Napier on September 15th.: [186, 1307, 326, 1329]
- because-row: [335, 1253, 475, 1285]
- divider: [488, 607, 780, 608]
- mantle-line: [488, 396, 780, 407]
- sale-line-text: ASTONISHING ALLOWANCES!: [548, 204, 676, 214]
- masthead: [0, 0, 1114, 30]
- cheap-text: IN Consequence of the DEPRESSION OF TRADE I am Determined to Offer the Whole of my: [792, 779, 1104, 801]
- news-item: Great destitution prevails among the unemployed at Dunedin. More unemployed applied for Government work at Napier than could be taken on.: [186, 1331, 326, 1384]
- discount-line: 4s IN THE POUND DISCOUNT 4s: [832, 897, 1064, 915]
- sale-line: [488, 215, 780, 226]
- money-heading: MONEY TO LEND.: [367, 1489, 443, 1500]
- pianos-reason: FIFTH—We represent Manufacturers of well and long-established merit.: [335, 311, 475, 333]
- price-item: Candles, per lb: [956, 608, 1011, 619]
- because-label: BECAUSE: [335, 1073, 370, 1083]
- divider: [335, 159, 475, 160]
- wool-text: WANTED TO PURCHASE FOR CASH—Good Clean Lines of HALFBRED & MERINO WOOL. Also Good Sound PELTS and LAMBSKINS.: [485, 1302, 628, 1356]
- price-item: Oatmeal, per bag: [792, 608, 855, 619]
- heading-interesting-letter: AN INTERESTING LETTER FROM A VETERAN.: [192, 40, 320, 61]
- divider: [335, 1485, 475, 1486]
- drummond-item: Paris Trimmed Bonnets: [513, 1033, 600, 1044]
- orari-works: ORARI WOOL WORKS,: [509, 1410, 604, 1421]
- ensor-name: A. W. ENSOR,: [528, 1400, 585, 1411]
